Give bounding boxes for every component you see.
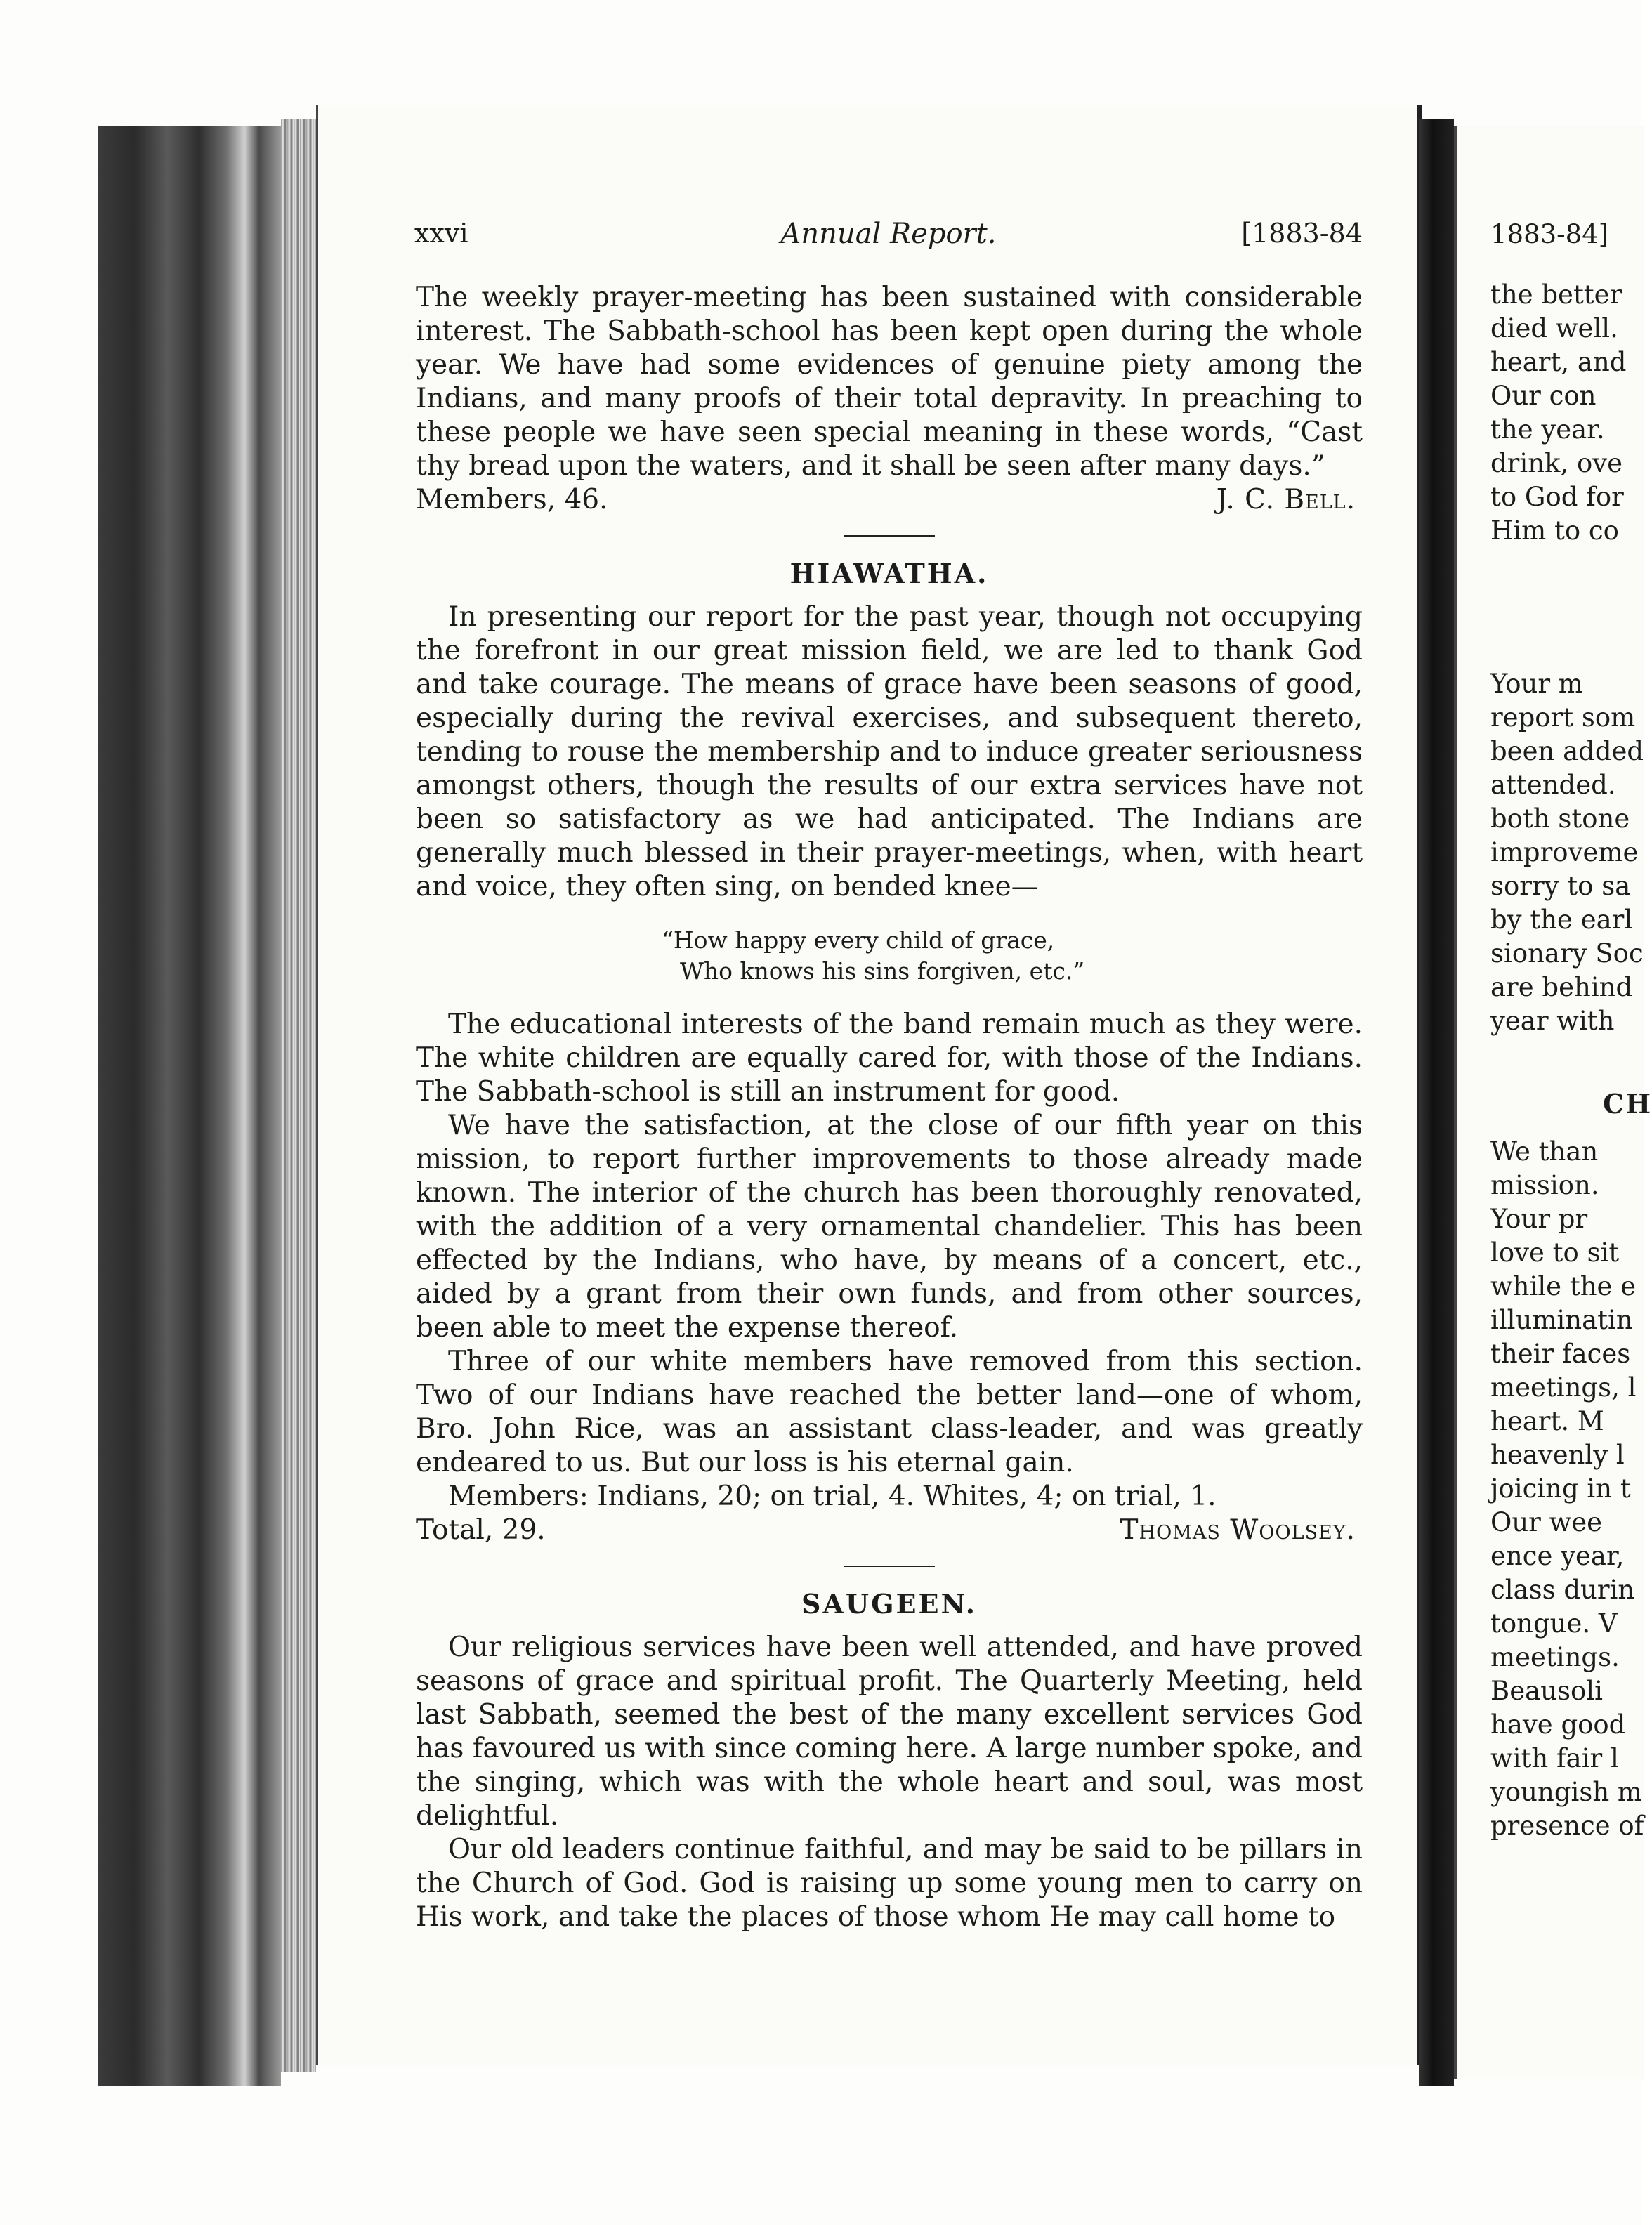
section-heading-saugeen: SAUGEEN. bbox=[801, 1588, 977, 1620]
right-page-line: tongue. V bbox=[1490, 1608, 1618, 1639]
hymn-quote bbox=[662, 925, 1363, 987]
right-page-line: with fair l bbox=[1490, 1743, 1619, 1773]
intro-signature: J. C. Bell. bbox=[1216, 484, 1356, 516]
right-page-line: heavenly l bbox=[1490, 1440, 1625, 1470]
intro-members: Members, 46. bbox=[416, 484, 608, 516]
right-page-line: We than bbox=[1490, 1136, 1599, 1167]
right-page-line: attended. bbox=[1490, 770, 1616, 800]
right-block-1 bbox=[1490, 278, 1641, 548]
right-page-line: the year. bbox=[1490, 414, 1605, 445]
section-divider bbox=[844, 1566, 935, 1567]
right-heading-fragment: CH bbox=[1603, 1088, 1652, 1120]
running-title: Annual Report. bbox=[780, 218, 997, 250]
right-page-line: Your pr bbox=[1490, 1204, 1588, 1234]
right-page-line: to God for bbox=[1490, 482, 1624, 512]
right-page-line: their faces bbox=[1490, 1339, 1631, 1369]
right-page-line: died well. bbox=[1490, 313, 1618, 343]
running-head bbox=[414, 218, 1363, 253]
right-block-3 bbox=[1490, 1135, 1644, 1843]
right-page-line: are behind bbox=[1490, 972, 1633, 1002]
right-page-line: joicing in t bbox=[1490, 1474, 1631, 1504]
hiawatha-paragraph-4: Three of our white members have removed from this section. Two of our Indians have reached the better land—one of whom, Bro. John Rice, was an assistant class-leader, and was greatly endeared to us. But our loss is his eternal gain. bbox=[416, 1346, 1363, 1478]
right-page-line: both stone bbox=[1490, 803, 1630, 834]
intro-paragraph: The weekly prayer-meeting has been sustained with considerable interest. The Sabbath-school has been kept open during the whole year. We have had some evidences of genuine piety among the Indians, and many proofs of their total depravity. In preaching to these people we have seen special meaning in these words, “Cast thy bread upon the waters, and it shall be seen after many days.” bbox=[416, 282, 1363, 482]
right-page-line: sorry to sa bbox=[1490, 871, 1631, 901]
right-page-line: have good bbox=[1490, 1709, 1626, 1740]
right-page-line: meetings, l bbox=[1490, 1372, 1637, 1403]
book-spine bbox=[98, 126, 281, 2086]
right-page-body bbox=[1490, 218, 1652, 1843]
left-page-body bbox=[416, 281, 1363, 1934]
right-page-line: presence of bbox=[1490, 1811, 1644, 1841]
hiawatha-members: Members: Indians, 20; on trial, 4. Whites, 4; on trial, 1. bbox=[448, 1481, 1217, 1512]
section-divider bbox=[844, 535, 935, 537]
page-number: xxvi bbox=[414, 218, 468, 249]
right-page-line: Our wee bbox=[1490, 1507, 1603, 1537]
intro-footer bbox=[416, 483, 1363, 517]
right-page-line: the better bbox=[1490, 280, 1622, 310]
hiawatha-paragraph-1: In presenting our report for the past year, though not occupying the forefront in our great mission field, we are led to thank God and take courage. The means of grace have been seasons of good, especially during the revival exercises, and subsequent thereto, tending to rouse the membership and to induce greater seriousness amongst others, though the results of our extra services have not been so satisfactory as we had anticipated. The Indians are generally much blessed in their prayer-meetings, when, with heart and voice, they often sing, on bended knee— bbox=[416, 601, 1363, 903]
right-page-line: drink, ove bbox=[1490, 448, 1623, 478]
hiawatha-paragraph-2: The educational interests of the band remain much as they were. The white children are equally cared for, with those of the Indians. The Sabbath-school is still an instrument for good. bbox=[416, 1009, 1363, 1108]
right-page-line: Your m bbox=[1490, 669, 1583, 699]
section-heading-hiawatha: HIAWATHA. bbox=[789, 558, 989, 589]
right-page-line: illuminatin bbox=[1490, 1305, 1633, 1335]
right-page-line: ence year, bbox=[1490, 1541, 1625, 1571]
right-page-line: Our con bbox=[1490, 381, 1597, 411]
hymn-line-2: Who knows his sins forgiven, etc.” bbox=[680, 957, 1085, 985]
hymn-line-1: “How happy every child of grace, bbox=[662, 926, 1055, 954]
right-page-line: Him to co bbox=[1490, 516, 1619, 546]
hiawatha-total: Total, 29. bbox=[416, 1514, 546, 1546]
right-page-line: sionary Soc bbox=[1490, 938, 1644, 969]
running-year: [1883-84 bbox=[1241, 218, 1363, 249]
book-gutter bbox=[1419, 119, 1454, 2086]
right-page-line: while the e bbox=[1490, 1271, 1637, 1301]
saugeen-paragraph-1: Our religious services have been well attended, and have proved seasons of grace and spiritual profit. The Quarterly Meeting, held last Sabbath, seemed the best of the many excellent services God has favoured us with since coming here. A large number spoke, and the singing, which was with the whole heart and soul, was most delightful. bbox=[416, 1632, 1363, 1832]
saugeen-paragraph-2: Our old leaders continue faithful, and may be said to be pillars in the Church of God. God is raising up some young men to carry on His work, and take the places of those whom He may call home to bbox=[416, 1834, 1363, 1933]
right-page-line: heart, and bbox=[1490, 347, 1627, 377]
right-page-line: by the earl bbox=[1490, 905, 1633, 935]
hiawatha-footer bbox=[416, 1514, 1363, 1547]
right-page-line: improveme bbox=[1490, 837, 1639, 867]
right-block-2 bbox=[1490, 667, 1644, 1038]
right-page-line: Beausoli bbox=[1490, 1676, 1603, 1706]
right-running-year: 1883-84] bbox=[1490, 219, 1609, 249]
right-page-line: been added bbox=[1490, 736, 1644, 766]
page-edges bbox=[281, 119, 316, 2072]
right-page-line: meetings. bbox=[1490, 1642, 1620, 1672]
right-page-line: class durin bbox=[1490, 1575, 1635, 1605]
right-page-line: heart. M bbox=[1490, 1406, 1604, 1436]
right-page-line: youngish m bbox=[1490, 1777, 1643, 1807]
hiawatha-paragraph-3: We have the satisfaction, at the close of our fifth year on this mission, to report further improvements to those already made known. The interior of the church has been thoroughly renovated, with the addition of a very ornamental chandelier. This has been effected by the Indians, who have, by means of a concert, etc., aided by a grant from their own funds, and from other sources, been able to meet the expense thereof. bbox=[416, 1110, 1363, 1344]
right-page-line: report som bbox=[1490, 702, 1636, 733]
hiawatha-signature: Thomas Woolsey. bbox=[1120, 1514, 1356, 1546]
right-page-line: year with bbox=[1490, 1006, 1615, 1036]
right-page-line: love to sit bbox=[1490, 1238, 1620, 1268]
right-page-line: mission. bbox=[1490, 1170, 1599, 1200]
